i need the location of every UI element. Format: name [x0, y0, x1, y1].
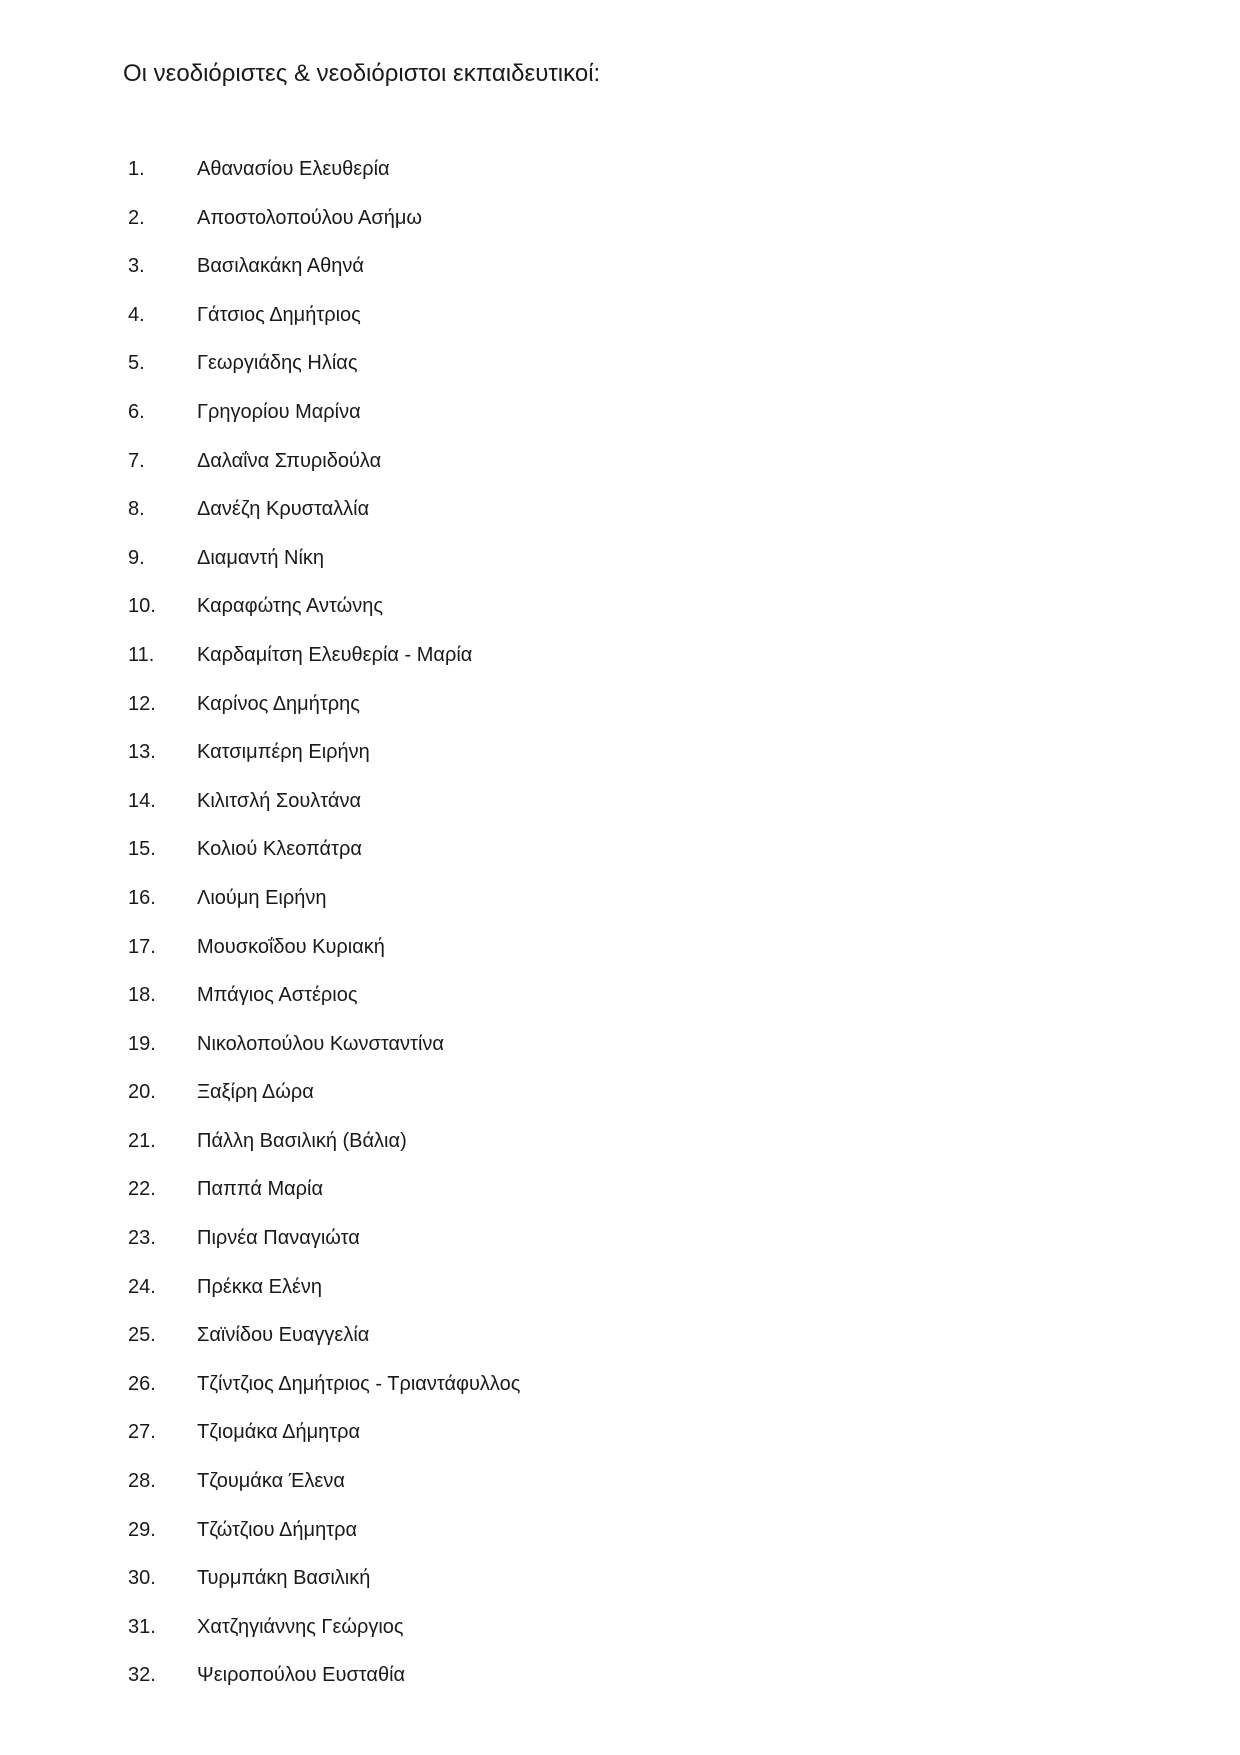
- list-item-number: 25.: [128, 1324, 156, 1347]
- list-item-name: Κατσιμπέρη Ειρήνη: [197, 741, 370, 764]
- list-item-name: Γάτσιος Δημήτριος: [197, 303, 361, 326]
- list-item-number: 11.: [128, 643, 155, 666]
- list-item: [128, 1373, 1180, 1422]
- list-item: [128, 693, 1180, 742]
- list-item: [128, 838, 1180, 887]
- list-item: [128, 1470, 1180, 1519]
- list-item-name: Λιούμη Ειρήνη: [197, 886, 327, 909]
- list-item: [128, 498, 1180, 547]
- list-item: [128, 207, 1180, 256]
- list-item: [128, 304, 1180, 353]
- list-item-name: Πρέκκα Ελένη: [197, 1275, 322, 1298]
- list-item-name: Ξαξίρη Δώρα: [197, 1081, 314, 1104]
- list-item-name: Γρηγορίου Μαρίνα: [197, 400, 361, 423]
- list-item-number: 16.: [128, 886, 156, 909]
- list-item: [128, 644, 1180, 693]
- list-item-number: 26.: [128, 1372, 156, 1395]
- list-item-name: Τυρμπάκη Βασιλική: [197, 1567, 371, 1590]
- list-item-number: 10.: [128, 595, 156, 618]
- list-item-name: Αποστολοπούλου Ασήμω: [197, 206, 422, 229]
- list-item-name: Τζουμάκα Έλενα: [197, 1470, 345, 1493]
- list-item: [128, 1519, 1180, 1568]
- list-item-number: 27.: [128, 1421, 156, 1444]
- list-item-number: 7.: [128, 449, 145, 472]
- page-title: Οι νεοδιόριστες & νεοδιόριστοι εκπαιδευτικοί:: [123, 60, 601, 87]
- list-item-number: 3.: [128, 255, 145, 278]
- list-item: [128, 1178, 1180, 1227]
- list-item-name: Ψειροπούλου Ευσταθία: [197, 1664, 406, 1687]
- list-item-name: Τζώτζιου Δήμητρα: [197, 1518, 358, 1541]
- list-item-name: Καραφώτης Αντώνης: [197, 595, 383, 618]
- list-item-number: 23.: [128, 1227, 156, 1250]
- list-item-name: Σαϊνίδου Ευαγγελία: [197, 1324, 370, 1347]
- list-item-number: 9.: [128, 546, 145, 569]
- list-item-name: Δανέζη Κρυσταλλία: [197, 498, 370, 521]
- list-item-name: Καρίνος Δημήτρης: [197, 692, 360, 715]
- list-item-name: Αθανασίου Ελευθερία: [197, 158, 390, 180]
- list-item-number: 1.: [128, 158, 145, 180]
- list-item-number: 5.: [128, 352, 145, 375]
- list-item-name: Κιλιτσλή Σουλτάνα: [197, 789, 362, 812]
- list-item: [128, 1421, 1180, 1470]
- list-item: [128, 984, 1180, 1033]
- list-item: [128, 790, 1180, 839]
- list-item-number: 22.: [128, 1178, 156, 1201]
- list-item: [128, 1081, 1180, 1130]
- list-item-number: 12.: [128, 692, 156, 715]
- list-item-number: 20.: [128, 1081, 156, 1104]
- list-item-number: 28.: [128, 1470, 156, 1493]
- list-item-number: 21.: [128, 1129, 156, 1152]
- list-item-name: Βασιλακάκη Αθηνά: [197, 255, 364, 278]
- list-item: [128, 450, 1180, 499]
- list-item: [128, 1616, 1180, 1665]
- list-item: [128, 887, 1180, 936]
- list-item-name: Παππά Μαρία: [197, 1178, 324, 1201]
- list-item: [128, 1130, 1180, 1179]
- list-item-name: Κολιού Κλεοπάτρα: [197, 838, 362, 861]
- list-item-name: Πάλλη Βασιλική (Βάλια): [197, 1129, 407, 1152]
- list-item-number: 14.: [128, 789, 156, 812]
- list-item-number: 31.: [128, 1615, 156, 1638]
- list-item-number: 2.: [128, 206, 145, 229]
- list-item: [128, 352, 1180, 401]
- list-item-number: 4.: [128, 303, 145, 326]
- list-item: [128, 158, 1180, 207]
- list-item: [128, 255, 1180, 304]
- list-item-number: 6.: [128, 400, 145, 423]
- list-item-name: Γεωργιάδης Ηλίας: [197, 352, 358, 375]
- list-item: [128, 1033, 1180, 1082]
- list-item-number: 19.: [128, 1032, 156, 1055]
- list-item: [128, 1227, 1180, 1276]
- list-item-number: 13.: [128, 741, 156, 764]
- list-item: [128, 1324, 1180, 1373]
- list-item-name: Νικολοπούλου Κωνσταντίνα: [197, 1032, 444, 1055]
- list-item: [128, 1567, 1180, 1616]
- list-item-name: Καρδαμίτση Ελευθερία - Μαρία: [197, 643, 473, 666]
- list-item: [128, 595, 1180, 644]
- list-item-number: 29.: [128, 1518, 156, 1541]
- list-item: [128, 1276, 1180, 1325]
- list-item-number: 18.: [128, 984, 156, 1007]
- teacher-list: [128, 158, 1180, 1713]
- list-item-name: Τζίντζιος Δημήτριος - Τριαντάφυλλος: [197, 1372, 521, 1395]
- list-item-name: Χατζηγιάννης Γεώργιος: [197, 1615, 404, 1638]
- list-item-name: Διαμαντή Νίκη: [197, 546, 325, 569]
- list-item-name: Μπάγιος Αστέριος: [197, 984, 358, 1007]
- list-item: [128, 401, 1180, 450]
- list-item-number: 24.: [128, 1275, 156, 1298]
- list-item-number: 32.: [128, 1664, 156, 1687]
- list-item: [128, 1664, 1180, 1713]
- list-item-number: 30.: [128, 1567, 156, 1590]
- list-item-name: Μουσκοΐδου Κυριακή: [197, 935, 385, 958]
- list-item: [128, 936, 1180, 985]
- list-item-number: 8.: [128, 498, 145, 521]
- list-item-number: 17.: [128, 935, 156, 958]
- list-item: [128, 741, 1180, 790]
- list-item-name: Τζιομάκα Δήμητρα: [197, 1421, 361, 1444]
- list-item-name: Πιρνέα Παναγιώτα: [197, 1227, 360, 1250]
- list-item-name: Δαλαΐνα Σπυριδούλα: [197, 449, 382, 472]
- list-item-number: 15.: [128, 838, 156, 861]
- list-item: [128, 547, 1180, 596]
